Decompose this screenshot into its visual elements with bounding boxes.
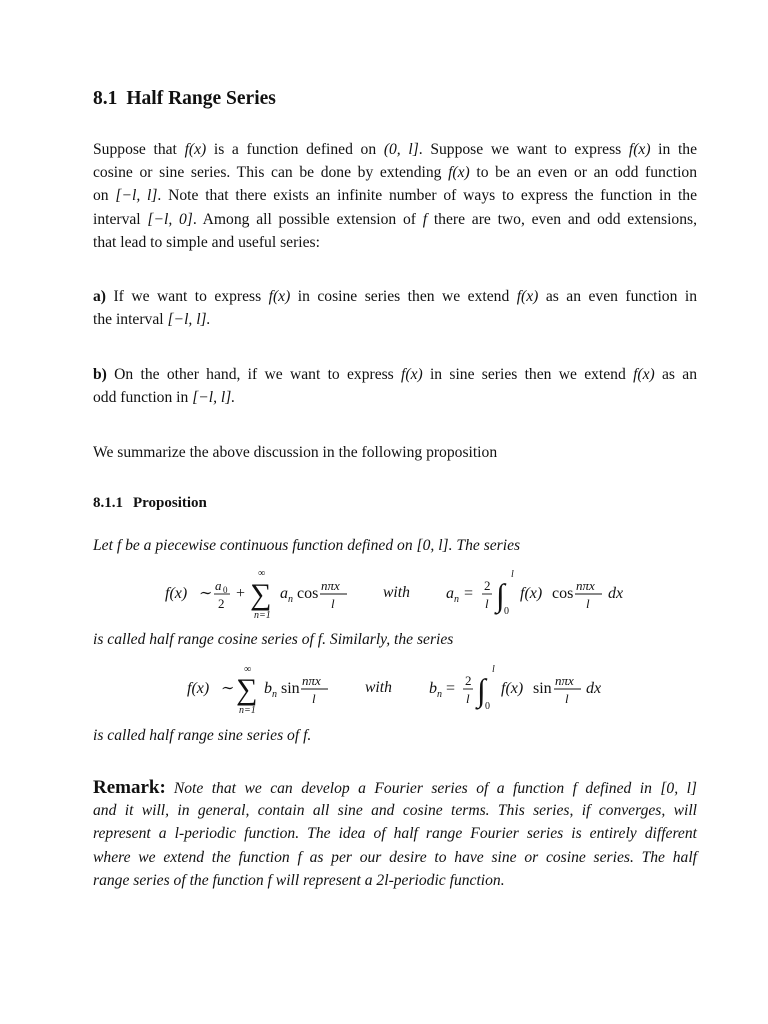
text-run: as an even function in — [538, 288, 697, 305]
cos-i-den: l — [586, 596, 590, 611]
text-line — [93, 799, 697, 822]
text-run: If we want to express — [106, 288, 269, 305]
text-line — [93, 386, 697, 409]
proposition-intro — [93, 534, 697, 557]
sin-int-bottom: 0 — [485, 701, 490, 712]
math-inline: l — [174, 825, 179, 843]
italic-text: is called half range cosine series of — [93, 631, 318, 648]
text-run: . Suppose we want to express — [418, 141, 629, 158]
math-inline: [−l, l]. — [192, 389, 236, 407]
text-run: there are two, even and odd extensions, — [427, 210, 697, 228]
text-run: in the — [650, 141, 698, 158]
section-title: Half Range Series — [126, 88, 276, 109]
subsection-heading — [93, 495, 207, 512]
text-run: on — [93, 187, 116, 205]
italic-text: represent a — [93, 825, 175, 843]
italic-text: . The series — [448, 537, 521, 554]
math-inline: f(x) — [401, 366, 423, 383]
cos-frac-den: l — [331, 596, 335, 611]
cos-sum-bottom: n=1 — [254, 610, 271, 621]
text-line — [93, 138, 697, 161]
item-b-paragraph — [93, 363, 697, 409]
cos-rhs-sub: n — [454, 594, 459, 605]
cos-a0-num: a — [215, 578, 222, 593]
sine-caption — [93, 724, 697, 747]
text-run: is a function defined on — [206, 141, 384, 158]
cos-a0-sub: 0 — [223, 585, 228, 595]
cos-sim: ∼ — [199, 585, 213, 602]
subsection-number: 8.1.1 — [93, 495, 123, 511]
sin-sum-top: ∞ — [244, 664, 252, 675]
math-inline: [0, l] — [416, 537, 449, 554]
math-inline: [−l, 0] — [147, 210, 193, 228]
text-line — [93, 846, 697, 869]
cos-c-den: l — [485, 596, 489, 611]
sin-c-num: 2 — [465, 673, 472, 688]
math-inline: f(x) — [516, 288, 539, 305]
cos-coef: a — [280, 585, 288, 602]
section-number: 8.1 — [93, 88, 118, 109]
cos-integrand: f(x) — [520, 585, 543, 602]
text-run: in sine series then we extend — [422, 366, 634, 383]
math-inline: 2l — [376, 871, 389, 889]
sin-sim: ∼ — [221, 680, 235, 697]
text-run: to be an even or an odd function — [469, 164, 698, 182]
math-inline: [0, l] — [660, 780, 697, 797]
cos-integral-icon: ∫ — [496, 577, 505, 613]
sin-trig2: sin — [533, 680, 552, 697]
math-inline: f(x) — [448, 164, 470, 182]
math-inline: f — [297, 848, 302, 866]
cos-a0-den: 2 — [218, 596, 225, 611]
italic-text: . Similarly, the series — [322, 631, 454, 648]
cosine-caption — [93, 628, 697, 651]
text-run: in cosine series then we extend — [290, 288, 517, 305]
math-inline: f(x) — [628, 141, 651, 158]
math-inline: f — [267, 871, 272, 889]
math-inline: f — [422, 210, 428, 228]
math-inline: f — [572, 780, 577, 797]
math-inline: (0, l] — [383, 141, 419, 158]
text-run: cosine or sine series. This can be done by extending — [93, 164, 449, 182]
italic-text: . — [307, 727, 312, 744]
sin-c-den: l — [466, 691, 470, 706]
cos-eq-sign: = — [464, 585, 474, 602]
sin-frac-den: l — [312, 691, 316, 706]
cos-frac-num: nπx — [321, 578, 340, 593]
remark-paragraph — [93, 776, 697, 892]
text-line — [93, 231, 697, 254]
italic-text: and it will, in general, contain all sine and cosine terms. This series, if converges, will — [93, 802, 697, 820]
cosine-series-equation — [93, 562, 697, 622]
text-line — [93, 822, 697, 845]
text-run: that lead to simple and useful series: — [93, 233, 320, 251]
math-inline: f(x) — [184, 141, 207, 158]
sin-integrand: f(x) — [501, 680, 524, 697]
text-line — [93, 184, 697, 207]
sin-frac-num: nπx — [302, 673, 321, 688]
text-line — [93, 724, 697, 747]
italic-text: -periodic function. — [388, 871, 505, 889]
italic-text: be a piecewise continuous function defined on — [121, 537, 417, 554]
subsection-title: Proposition — [133, 495, 207, 511]
text-run: odd function in — [93, 389, 193, 407]
math-inline: f(x) — [633, 366, 655, 383]
italic-text: range series of the function — [93, 871, 268, 889]
item-marker: a) — [93, 288, 106, 305]
math-inline: f — [303, 727, 308, 744]
sin-trig: sin — [281, 680, 300, 697]
cos-with: with — [383, 584, 410, 601]
sin-i-num: nπx — [555, 673, 574, 688]
text-run: interval — [93, 210, 148, 228]
text-line — [93, 308, 697, 331]
sin-sum-bottom: n=1 — [239, 705, 256, 716]
sine-series-equation — [93, 658, 697, 718]
cos-int-top: l — [511, 569, 514, 580]
text-line — [93, 285, 697, 308]
cos-trig: cos — [297, 585, 319, 602]
cos-sigma-icon: ∑ — [250, 578, 272, 611]
text-line — [93, 869, 697, 892]
cos-rhs-coef: a — [446, 585, 454, 602]
cos-int-bottom: 0 — [504, 606, 509, 617]
text-run: as an — [654, 366, 697, 383]
text-run: Suppose that — [93, 141, 185, 158]
math-inline: f — [317, 631, 323, 648]
sin-eq-sign: = — [446, 680, 456, 697]
text-line — [93, 363, 697, 386]
math-inline: f(x) — [268, 288, 291, 305]
italic-text: -periodic function. The idea of half range Fourier series is entirely different — [178, 825, 697, 843]
sin-int-top: l — [492, 664, 495, 675]
item-a-paragraph — [93, 285, 697, 331]
cos-trig2: cos — [552, 585, 574, 602]
cos-sum-top: ∞ — [258, 568, 266, 579]
text-line — [93, 161, 697, 184]
italic-text: Let — [93, 537, 117, 554]
math-inline: [−l, l] — [115, 187, 158, 205]
cos-plus: + — [236, 585, 246, 602]
math-inline: f — [116, 537, 122, 554]
text-run: the interval — [93, 311, 168, 329]
text-line — [93, 776, 697, 799]
sin-rhs-coef: b — [429, 680, 437, 697]
cos-i-num: nπx — [576, 578, 595, 593]
summary-paragraph — [93, 441, 697, 464]
text-run: . Among all possible extension of — [192, 210, 423, 228]
sin-lhs: f(x) — [187, 680, 210, 697]
sin-with: with — [365, 679, 392, 696]
sin-dx: dx — [586, 680, 602, 697]
math-inline: [−l, l]. — [167, 311, 211, 329]
text-line — [93, 534, 697, 557]
italic-text: defined in — [576, 780, 661, 797]
item-marker: b) — [93, 366, 107, 383]
italic-text: will represent a — [271, 871, 377, 889]
intro-paragraph — [93, 138, 697, 254]
text-run: . Note that there exists an infinite number of ways to express the function in the — [157, 187, 697, 205]
summary-text: We summarize the above discussion in the following proposition — [93, 444, 498, 461]
italic-text: as per our desire to have sine or cosine series. The half — [301, 848, 697, 866]
cos-c-num: 2 — [484, 578, 491, 593]
text-run: On the other hand, if we want to express — [106, 366, 402, 383]
cos-lhs: f(x) — [165, 585, 188, 602]
sin-sigma-icon: ∑ — [236, 673, 258, 706]
italic-text: where we extend the function — [93, 848, 298, 866]
section-heading — [93, 88, 276, 110]
remark-label: Remark: — [93, 777, 166, 798]
sin-coef-sub: n — [272, 689, 277, 700]
text-line — [93, 628, 697, 651]
sin-coef: b — [264, 680, 272, 697]
sin-i-den: l — [565, 691, 569, 706]
italic-text: is called half range sine series of — [93, 727, 304, 744]
italic-text: Note that we can develop a Fourier series of a function — [173, 780, 573, 797]
text-line — [93, 208, 697, 231]
sin-integral-icon: ∫ — [477, 672, 486, 708]
cos-dx: dx — [608, 585, 624, 602]
sin-rhs-sub: n — [437, 689, 442, 700]
cos-coef-sub: n — [288, 594, 293, 605]
